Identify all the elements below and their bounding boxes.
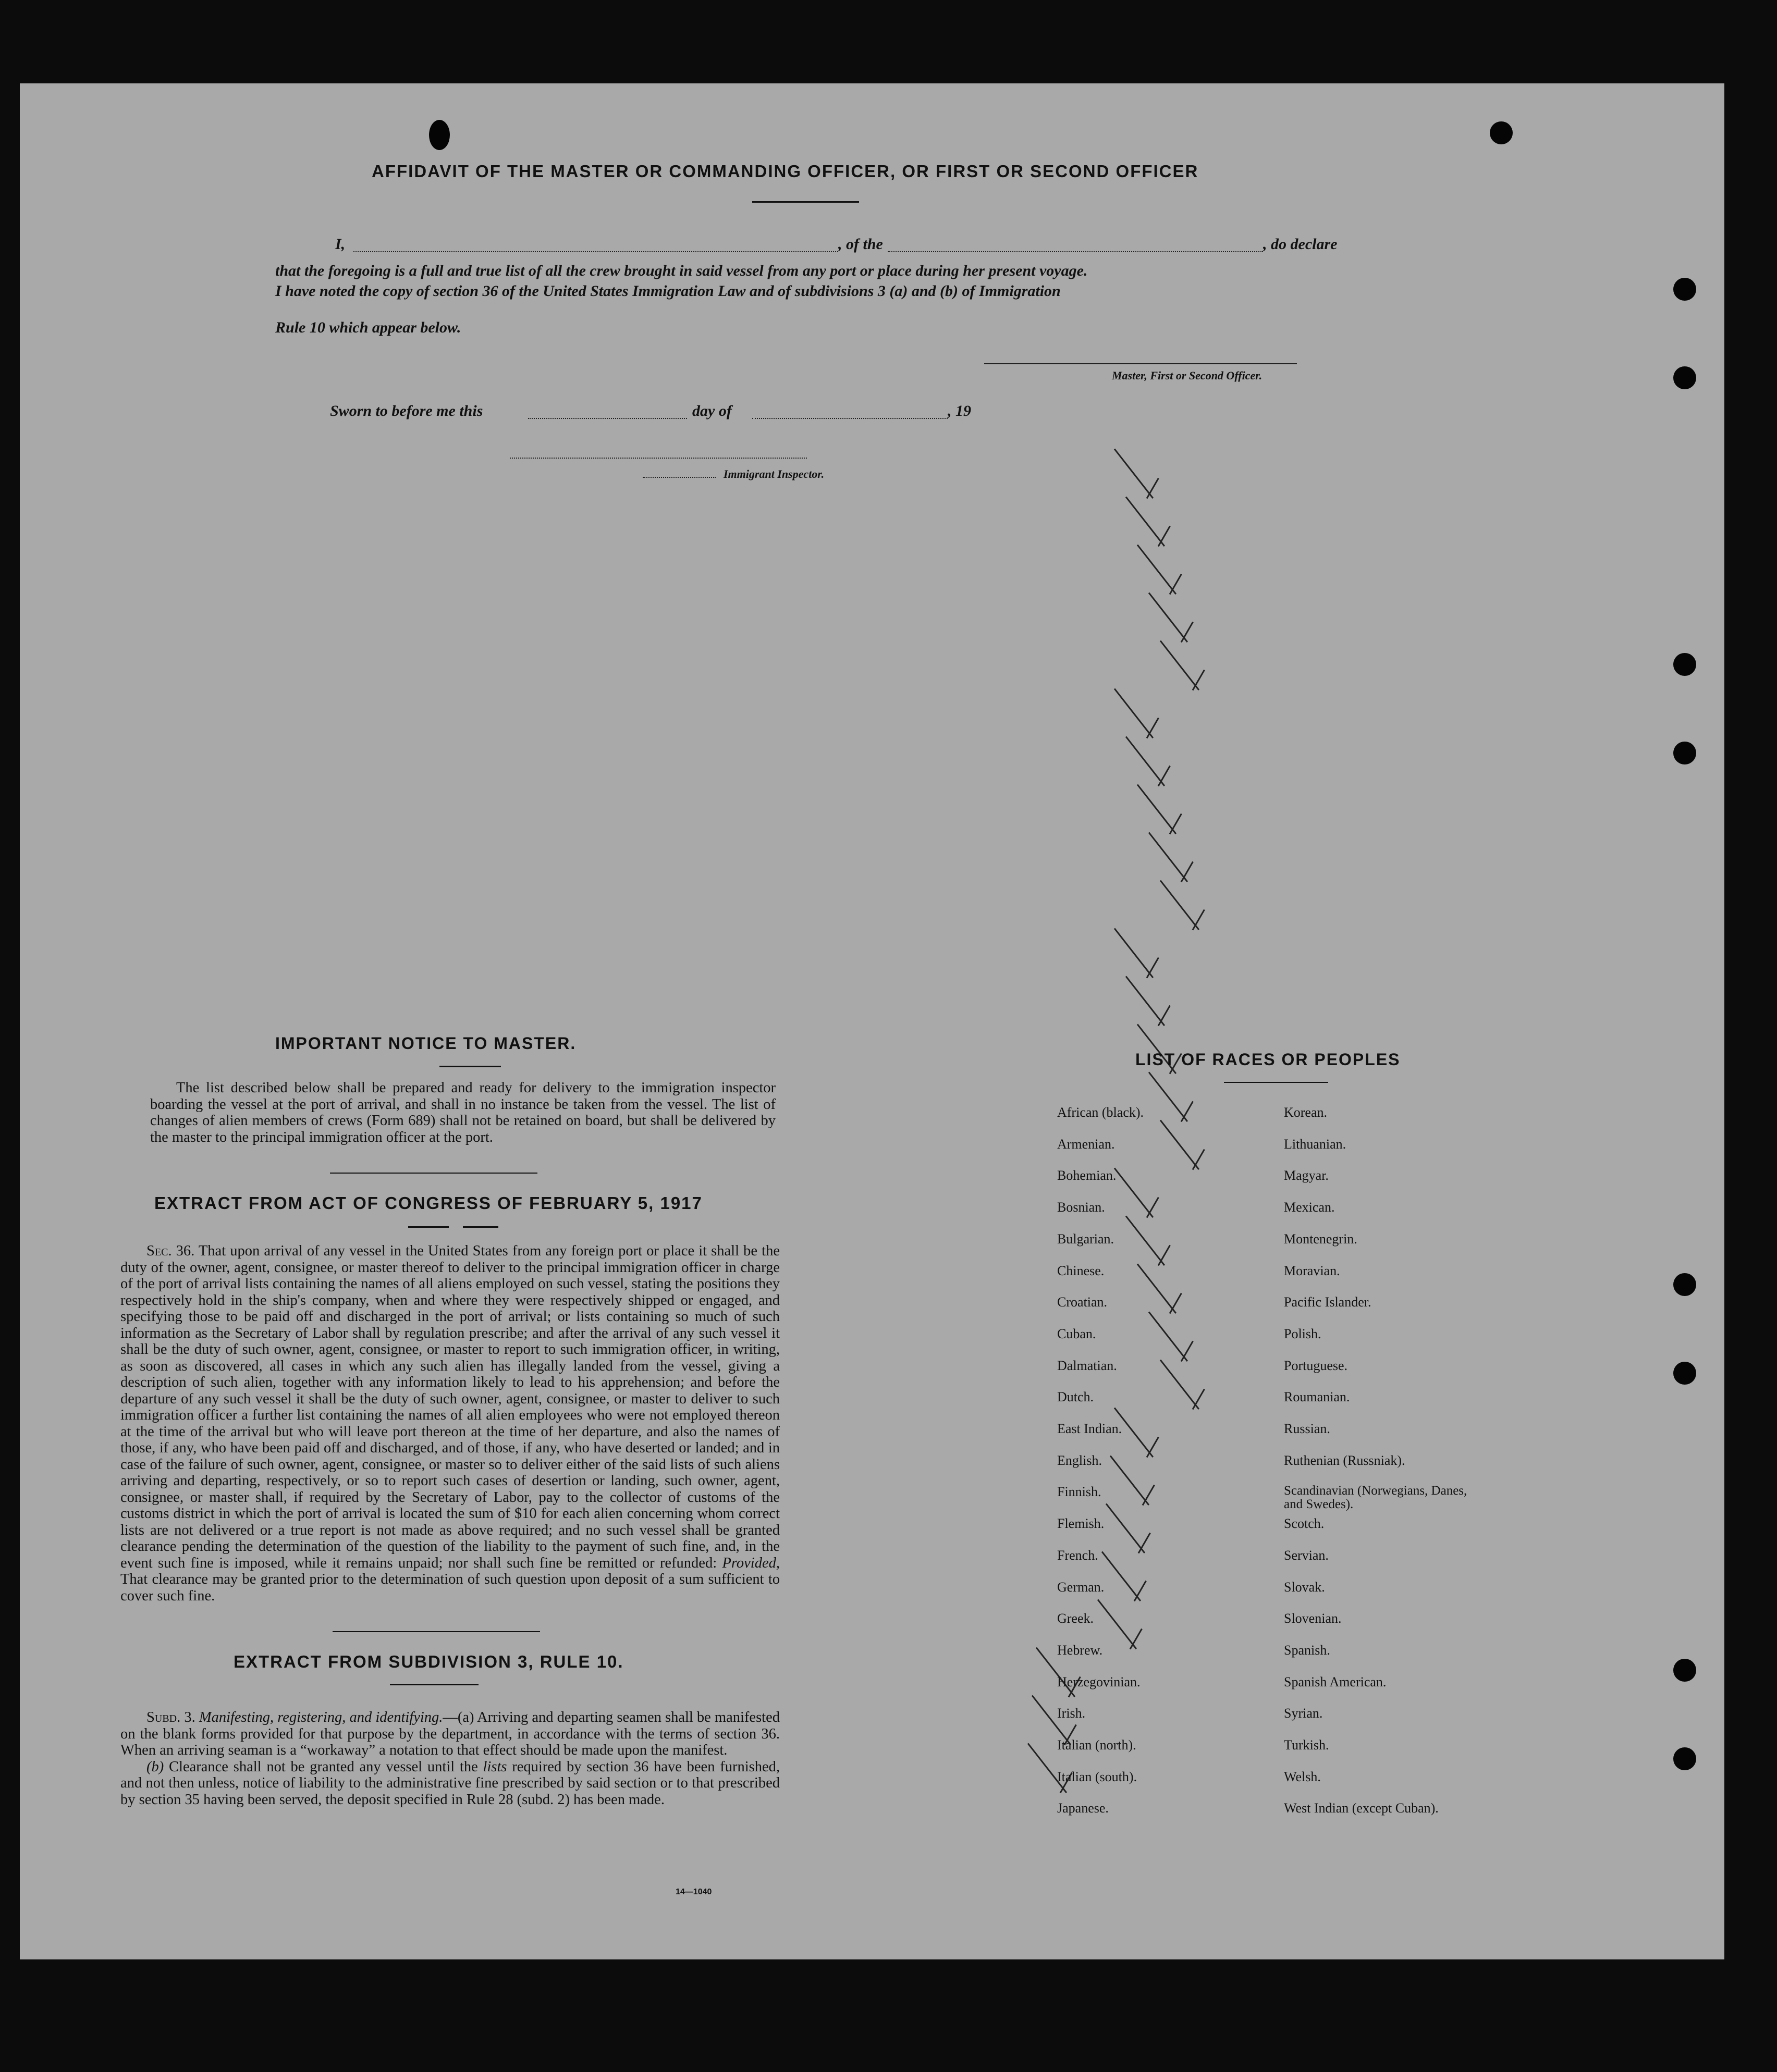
year-label: , 19 [948,402,971,420]
race-item: Bosnian. [1057,1200,1105,1215]
tally-stroke [1125,497,1165,547]
race-item: Croatian. [1057,1294,1108,1310]
punch-hole [1673,653,1696,676]
subd-b-text-2: required by section 36 have been furnished, and not then unless, notice of liability to the administrative fine prescribed by said section or to that prescribed by section 35 having been served, the deposit specified in Rule 28 (subd. 2) has been made. [120,1758,780,1808]
tally-tick [1142,1485,1155,1506]
tally-tick [1158,766,1171,786]
tally-stroke [1114,1168,1154,1218]
punch-hole [1673,1273,1696,1296]
notice-title-underline [439,1066,501,1067]
punch-hole-mark [429,120,450,150]
rule-title-underline [390,1684,479,1685]
race-item: Italian (north). [1057,1737,1136,1753]
tally-tick [1192,1149,1205,1170]
race-item: Roumanian. [1284,1389,1350,1405]
subd-a-text: —(a) Arriving and departing seamen shall be manifested on the blank forms provided for that purpose by the department, in accordance with the terms of section 36. When an arriving seaman is a “workaway” a notation to that effect should be made upon the manifest. [120,1709,780,1758]
race-item: Dalmatian. [1057,1358,1117,1373]
tally-tick [1138,1533,1151,1553]
tally-stroke [1125,976,1165,1026]
race-item: French. [1057,1547,1098,1563]
tally-stroke [1160,640,1199,690]
tally-stroke [1137,784,1177,834]
rule-paragraph [120,1709,780,1808]
tally-tick [1192,1389,1205,1410]
race-item: Lithuanian. [1284,1136,1346,1152]
tally-tick [1181,1101,1194,1122]
tally-tick [1181,1341,1194,1362]
race-item: Syrian. [1284,1706,1323,1721]
tally-stroke [1160,1360,1199,1410]
race-item: German. [1057,1579,1105,1595]
master-signature-line [984,363,1297,364]
race-item: West Indian (except Cuban). [1284,1800,1439,1816]
race-item: Montenegrin. [1284,1231,1357,1247]
punch-hole [1490,121,1513,144]
race-item: Russian. [1284,1421,1330,1436]
race-item: Welsh. [1284,1769,1321,1784]
race-item: Bohemian. [1057,1168,1117,1183]
race-item: East Indian. [1057,1421,1122,1436]
tally-tick [1192,670,1205,690]
tally-tick [1146,1197,1159,1218]
rule-title: EXTRACT FROM SUBDIVISION 3, RULE 10. [234,1652,624,1671]
form-number: 14—1040 [676,1888,712,1896]
tally-stroke [1097,1599,1137,1649]
tally-tick [1192,909,1205,930]
tally-tick [1158,1245,1171,1266]
sworn-month-blank [752,418,948,419]
subd-b-lists: lists [483,1758,507,1775]
race-item: Polish. [1284,1326,1321,1341]
race-item: African (black). [1057,1105,1144,1120]
race-item: Spanish. [1284,1642,1330,1658]
race-item: Spanish American. [1284,1674,1387,1689]
races-title: LIST OF RACES OR PEOPLES [1135,1050,1401,1069]
affidavit-line-4: Rule 10 which appear below. [275,319,461,336]
notice-title: IMPORTANT NOTICE TO MASTER. [275,1034,577,1053]
affidavit-line-3: I have noted the copy of section 36 of the United States Immigration Law and of subdivisions 3 (a) and (b) of Immigration [275,282,1061,300]
tally-tick [1146,718,1159,738]
race-item: Scotch. [1284,1516,1325,1532]
race-item: English. [1057,1452,1102,1468]
race-item: Flemish. [1057,1516,1105,1532]
race-item: Scandinavian (Norwegians, Danes, and Swedes). [1284,1484,1467,1512]
tally-stroke [1148,1072,1188,1122]
race-item: Herzegovinian. [1057,1674,1141,1689]
tally-tick [1181,622,1194,643]
tally-stroke [1160,880,1199,930]
document-page [20,83,1724,1959]
day-of-label: day of [692,402,732,420]
affidavit-do-declare: , do declare [1263,236,1338,253]
tally-tick [1130,1629,1143,1649]
tally-stroke [1137,1264,1177,1314]
race-item: Pacific Islander. [1284,1294,1371,1310]
race-item: Moravian. [1284,1263,1340,1278]
punch-hole [1673,1362,1696,1385]
race-item: Bulgarian. [1057,1231,1114,1247]
tally-stroke [1148,832,1188,882]
tally-stroke [1114,928,1154,978]
act-text-end: That clearance may be granted prior to the determination of such question upon deposit of a sum sufficient to cover such fine. [120,1571,780,1604]
punch-hole [1673,1747,1696,1770]
section-separator [330,1173,537,1174]
sec-36-label: Sec. 36. [146,1243,195,1259]
notice-text: The list described below shall be prepared and ready for delivery to the immigration inspector boarding the vessel at the port of arrival, and shall in no instance be taken from the vessel. The list of changes of alien members of crews (Form 689) shall not be retained on board, but shall be delivered by the master to the principal immigration officer at the port. [150,1080,776,1145]
act-title: EXTRACT FROM ACT OF CONGRESS OF FEBRUARY 5, 1917 [154,1193,703,1213]
race-item: Servian. [1284,1547,1329,1563]
race-item: Cuban. [1057,1326,1096,1341]
section-separator [333,1631,540,1632]
sworn-day-blank [528,418,687,419]
tally-stroke [1110,1456,1149,1506]
race-item: Italian (south). [1057,1769,1137,1784]
tally-stroke [1114,449,1154,499]
tally-stroke [1137,545,1177,595]
master-signature-caption: Master, First or Second Officer. [1112,369,1263,382]
race-item: Hebrew. [1057,1642,1103,1658]
sworn-label: Sworn to before me this [330,402,483,420]
race-item: Ruthenian (Russniak). [1284,1452,1405,1468]
race-item: Armenian. [1057,1136,1115,1152]
vessel-name-blank [888,251,1263,252]
punch-hole [1673,742,1696,764]
race-item: Magyar. [1284,1168,1329,1183]
tally-tick [1169,813,1182,834]
affidavit-i-label: I, [335,236,346,253]
inspector-signature-line [510,458,807,459]
race-item: Turkish. [1284,1737,1329,1753]
races-title-underline [1224,1082,1328,1083]
tally-tick [1169,1293,1182,1314]
subd-b-text-1: Clearance shall not be granted any vessel until the [169,1758,478,1775]
tally-tick [1134,1581,1147,1601]
tally-stroke [1148,1312,1188,1362]
punch-hole [1673,278,1696,301]
tally-tick [1169,574,1182,595]
punch-hole [1673,1659,1696,1682]
tally-tick [1146,478,1159,499]
tally-tick [1158,1005,1171,1026]
tally-tick [1181,861,1194,882]
tally-tick [1146,957,1159,978]
race-item: Chinese. [1057,1263,1105,1278]
act-paragraph [120,1243,780,1604]
race-item: Portuguese. [1284,1358,1348,1373]
tally-stroke [1106,1503,1145,1553]
race-item: Slovenian. [1284,1611,1342,1626]
race-item: Irish. [1057,1706,1086,1721]
act-title-underline-2 [463,1226,498,1228]
tally-stroke [1101,1551,1141,1601]
race-item: Dutch. [1057,1389,1094,1405]
race-item: Slovak. [1284,1579,1325,1595]
title-underline [752,201,859,203]
race-item: Greek. [1057,1611,1094,1626]
affidavit-title: AFFIDAVIT OF THE MASTER OR COMMANDING OFFICER, OR FIRST OR SECOND OFFICER [372,162,1199,181]
inspector-signature-caption: Immigrant Inspector. [724,467,825,480]
affidavit-line-2: that the foregoing is a full and true list of all the crew brought in said vessel from any port or place during her present voyage. [275,262,1088,279]
tally-stroke [1125,736,1165,786]
master-name-blank [353,251,838,252]
tally-stroke [1114,688,1154,738]
tally-stroke [1125,1216,1165,1266]
race-item: Korean. [1284,1105,1328,1120]
affidavit-of-the: , of the [838,236,883,253]
race-item: Mexican. [1284,1200,1335,1215]
act-title-underline [408,1226,449,1228]
act-text: That upon arrival of any vessel in the United States from any foreign port or place it shall be the duty of the owner, agent, consignee, or master thereof to deliver to the principal immigration officer in charge of the port of arrival lists containing the names of all aliens employed on such vessel, stating the positions they respectively hold in the ship's company, when and where they were respectively shipped or engaged, and specifying those to be paid off and discharged in the port of arrival; or lists containing so much of such information as the Secretary of Labor shall by regulation prescribe; and after the arrival of any such vessel it shall be the duty of such owner, agent, consignee, or master to report to such immigration officer, in writing, as soon as discovered, all cases in which any such alien has illegally landed from the vessel, giving a description of such alien, together with any information likely to lead to his apprehension; and before the departure of any such vessel it shall be the duty of such owner, agent, consignee, or master to deliver to such immigration officer a further list containing the names of all alien employees who were not employed thereon at the time of the arrival but who will leave port thereon at the time of her departure, and also the names of those, if any, who have been paid off and discharged, and of those, if any, who have deserted or landed; and in case of the failure of such owner, agent, consignee, or master so to deliver either of the said lists of such aliens arriving and departing, respectively, or so to report such cases of desertion or landing, such owner, agent, consignee, or master shall, if required by the Secretary of Labor, pay to the collector of customs of the customs district in which the port of arrival is located the sum of $10 for each alien concerning whom correct lists are not delivered or a true report is not made as above required; and no such vessel shall be granted clearance pending the determination of the question of the liability to the payment of such fine, and, in the event such fine is imposed, while it remains unpaid; nor shall such fine be remitted or refunded: [120,1243,780,1571]
inspector-caption-lead [643,477,716,478]
notice-paragraph [150,1080,776,1145]
subd-label: Subd. 3. [146,1709,195,1725]
subd-b-label: (b) [146,1758,164,1775]
race-item: Finnish. [1057,1484,1101,1500]
race-item: Japanese. [1057,1800,1109,1816]
tally-stroke [1160,1120,1199,1170]
subd-heading: Manifesting, registering, and identifying. [199,1709,443,1725]
punch-hole [1673,366,1696,389]
provided-label: Provided, [722,1555,780,1571]
tally-tick [1158,526,1171,547]
tally-stroke [1148,593,1188,643]
tally-tick [1146,1437,1159,1458]
